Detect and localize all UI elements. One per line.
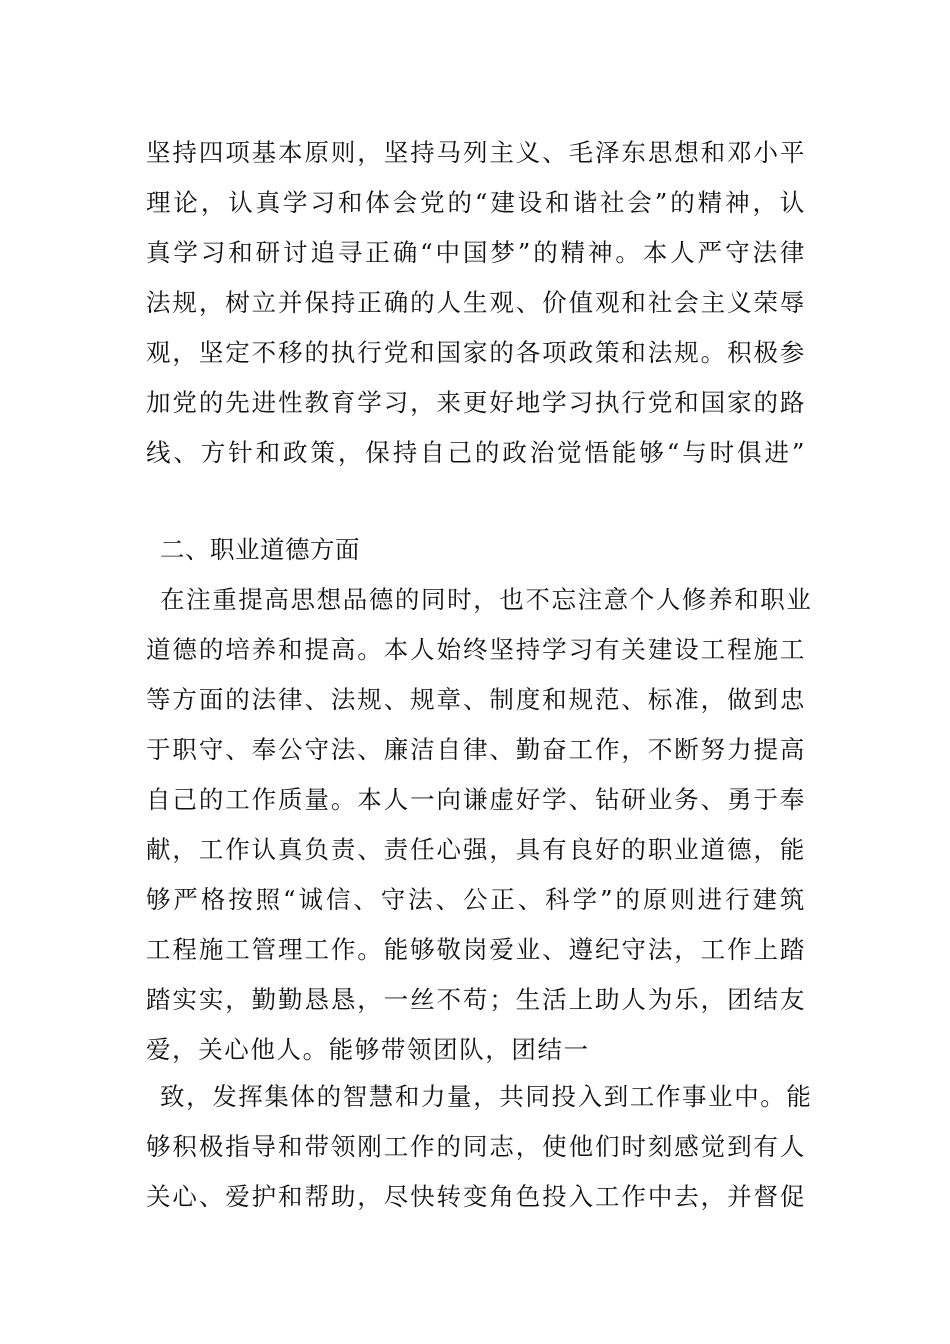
paragraph-2-line-5: 自己的工作质量。本人一向谦虚好学、钻研业务、勇于奉 [146,785,806,814]
paragraph-2-line-10: 爱，关心他人。能够带领团队，团结一 [146,1035,590,1064]
section-heading: 二、职业道德方面 [160,535,360,564]
paragraph-1-line-5: 观，坚定不移的执行党和国家的各项政策和法规。积极参 [146,338,806,367]
paragraph-1-line-4: 法规，树立并保持正确的人生观、价值观和社会主义荣辱 [146,288,806,317]
paragraph-2-line-1: 在注重提高思想品德的同时，也不忘注意个人修养和职业 [160,585,813,614]
paragraph-3-line-2: 够积极指导和带领刚工作的同志，使他们时刻感觉到有人 [146,1132,806,1161]
paragraph-3-line-3: 关心、爱护和帮助，尽快转变角色投入工作中去，并督促 [146,1182,806,1211]
paragraph-1-line-3: 真学习和研讨追寻正确“中国梦”的精神。本人严守法律 [146,238,806,267]
paragraph-2-line-4: 于职守、奉公守法、廉洁自律、勤奋工作，不断努力提高 [146,735,806,764]
paragraph-1-line-2: 理论，认真学习和体会党的“建设和谐社会”的精神，认 [146,188,806,217]
paragraph-2-line-7: 够严格按照“诚信、守法、公正、科学”的原则进行建筑 [146,885,806,914]
paragraph-2-line-9: 踏实实，勤勤恳恳，一丝不苟；生活上助人为乐，团结友 [146,985,806,1014]
paragraph-2-line-8: 工程施工管理工作。能够敬岗爱业、遵纪守法，工作上踏 [146,935,806,964]
paragraph-1-line-7: 线、方针和政策，保持自己的政治觉悟能够“与时俱进” [146,438,806,467]
paragraph-2-line-2: 道德的培养和提高。本人始终坚持学习有关建设工程施工 [146,635,806,664]
paragraph-2-line-6: 献，工作认真负责、责任心强，具有良好的职业道德，能 [146,835,806,864]
paragraph-1-line-6: 加党的先进性教育学习，来更好地学习执行党和国家的路 [146,388,806,417]
paragraph-1-line-1: 坚持四项基本原则，坚持马列主义、毛泽东思想和邓小平 [146,138,806,167]
paragraph-2-line-3: 等方面的法律、法规、规章、制度和规范、标准，做到忠 [146,685,806,714]
paragraph-3-line-1: 致，发挥集体的智慧和力量，共同投入到工作事业中。能 [160,1082,813,1111]
